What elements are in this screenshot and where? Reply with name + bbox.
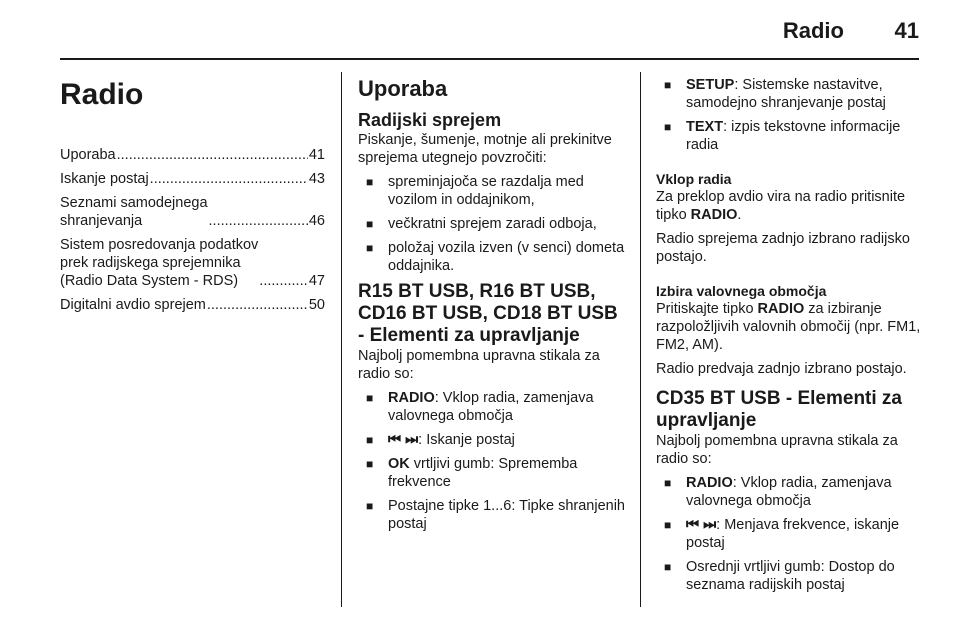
toc-label: Iskanje postaj [60, 171, 149, 187]
subsection-heading: CD35 BT USB - Elementi za upravljanje [656, 388, 902, 431]
usage-column [358, 72, 626, 539]
toc-entry[interactable] [60, 296, 325, 314]
paragraph: Radio predvaja zadnjo izbrano postajo. [656, 361, 907, 377]
chapter-title: Radio [60, 78, 144, 111]
paragraph: Najbolj pomembna upravna stikala za radio so: [656, 433, 898, 467]
control-key: TEXT [686, 119, 724, 135]
seek-icons: ⏮ ⏭ [388, 432, 419, 448]
list-item: ■ položaj vozila izven (v senci) dometa oddajnika. [366, 239, 626, 275]
control-desc: : izpis tekstovne informacije radia [686, 119, 901, 153]
toc-entry[interactable] [60, 146, 325, 164]
list-item [664, 474, 922, 510]
list-item: ■ spreminjajoča se razdalja med vozilom in oddajnikom, [366, 173, 626, 209]
paragraph: Najbolj pomembna upravna stikala za radio so: [358, 348, 600, 382]
toc-page: 43 [308, 171, 325, 187]
control-desc: Postajne tipke 1...6: Tipke shranjenih postaj [388, 498, 625, 532]
control-desc: : Iskanje postaj [418, 432, 515, 448]
page-header [0, 0, 960, 60]
toc-leader [150, 170, 308, 188]
list-item [664, 558, 922, 594]
list-item [366, 389, 626, 425]
toc-label: Uporaba [60, 147, 116, 163]
control-key: RADIO [690, 207, 738, 223]
list-item [366, 497, 626, 533]
controls-list [656, 76, 922, 154]
controls-list [358, 389, 626, 533]
paragraph: Radio sprejema zadnjo izbrano radijsko postajo. [656, 231, 910, 265]
toc-page: 46 [308, 213, 325, 229]
toc-label: Sistem posredovanja podatkov prek radijskega sprejemnika (Radio Data System - RDS) [60, 237, 259, 289]
toc-leader [209, 212, 308, 230]
column-divider-1 [341, 72, 342, 607]
toc-page: 47 [308, 273, 325, 289]
topic-heading: Izbira valovnega območja [656, 283, 827, 299]
toc-entry[interactable] [60, 170, 325, 188]
paragraph: Piskanje, šumenje, motnje ali prekinitve sprejema utegnejo povzročiti: [358, 132, 612, 166]
section-heading: Uporaba [358, 76, 448, 101]
paragraph: Pritiskajte tipko RADIO za izbiranje razpoložljivih valovnih območij (npr. FM1, FM2, AM). [656, 301, 921, 353]
control-key: OK [388, 456, 410, 472]
list-item [366, 455, 626, 491]
control-key: SETUP [686, 77, 735, 93]
toc-label: Digitalni avdio sprejem [60, 297, 206, 313]
toc-page: 50 [308, 297, 325, 313]
control-key: RADIO [686, 475, 733, 491]
seek-icons: ⏮ ⏭ [686, 517, 717, 533]
column-divider-2 [640, 72, 641, 607]
control-key: RADIO [388, 390, 435, 406]
control-desc: Osrednji vrtljivi gumb: Dostop do seznama radijskih postaj [686, 559, 895, 593]
toc-leader [259, 272, 308, 290]
paragraph: Za preklop avdio vira na radio pritisnite tipko RADIO. [656, 189, 906, 223]
header-rule [60, 58, 919, 60]
toc-label: Seznami samodejnega shranjevanja [60, 195, 208, 229]
toc-entry[interactable] [60, 194, 325, 230]
page-number: 41 [894, 18, 919, 43]
control-key: RADIO [757, 301, 805, 317]
toc-entry[interactable] [60, 236, 325, 290]
toc-column [60, 72, 325, 320]
subsection-heading: Radijski sprejem [358, 110, 502, 130]
header-title: Radio [782, 18, 844, 43]
toc-leader [117, 146, 308, 164]
controls-column [656, 76, 922, 600]
control-desc: : Menjava frekvence, iskanje postaj [686, 517, 900, 551]
subsection-heading: R15 BT USB, R16 BT USB, CD16 BT USB, CD18 BT USB - Elementi za upravljanje [358, 281, 618, 346]
toc-leader [207, 296, 308, 314]
list-item [664, 516, 922, 552]
list-item: ■ večkratni sprejem zaradi odboja, [366, 215, 626, 233]
control-desc: vrtljivi gumb: Sprememba frekvence [388, 456, 578, 490]
list-item [664, 76, 922, 112]
topic-heading: Vklop radia [656, 171, 732, 187]
control-desc: : Sistemske nastavitve, samodejno shranjevanje postaj [686, 77, 886, 111]
list-item [664, 118, 922, 154]
list-item [366, 431, 626, 449]
control-desc: : Vklop radia, zamenjava valovnega območja [388, 390, 594, 424]
table-of-contents [60, 146, 325, 314]
toc-page: 41 [308, 147, 325, 163]
control-desc: : Vklop radia, zamenjava valovnega območja [686, 475, 892, 509]
controls-list [656, 474, 922, 594]
bullet-list [358, 173, 626, 275]
